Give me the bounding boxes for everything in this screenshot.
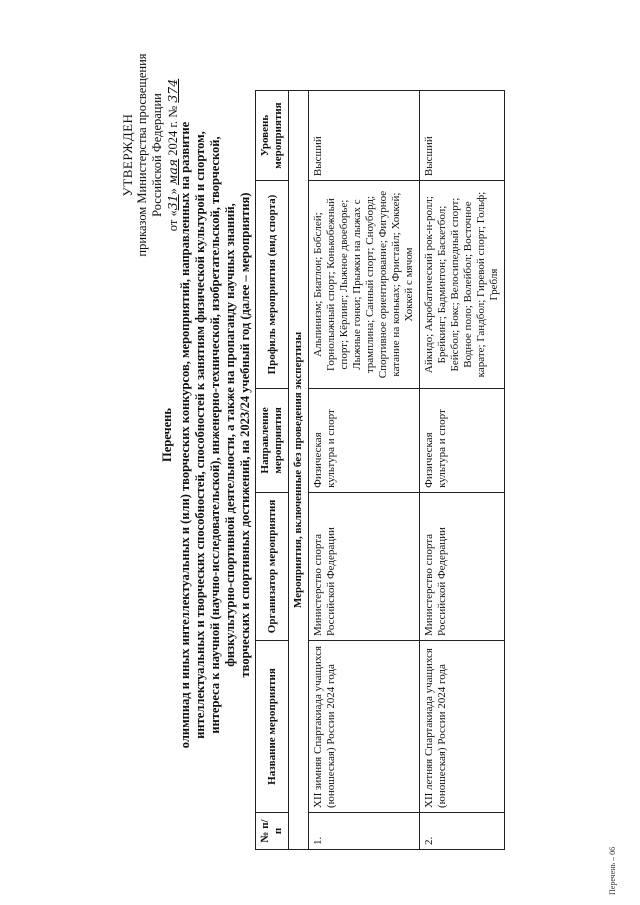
approval-line2: Российской Федерации [150, 93, 164, 217]
document-title [160, 95, 253, 775]
row-name: XII зимняя Спартакиада учащихся (юношеская) России 2024 года [309, 640, 420, 812]
title-line: олимпиад и иных интеллектуальных и (или) творческих конкурсов, мероприятий, направленных на развитие [178, 121, 192, 749]
header-name: Название мероприятия [256, 640, 289, 812]
header-organizer: Организатор мероприятия [256, 492, 289, 640]
approval-number: 374 [165, 78, 180, 103]
row-profile: Альпинизм; Биатлон; Бобслей; Горнолыжный спорт; Конькобежный спорт; Кёрлинг; Лыжное двоеборье; Лыжные гонки; Прыжки на лыжах с трамплина; Санный спорт; Сноуборд; Спортивное ориентирование; Фигурное катание на коньках; Фристайл; Хоккей; Хоккей с мячом [309, 181, 420, 389]
approval-title: УТВЕРЖДЕН [120, 113, 135, 197]
header-level: Уровень мероприятия [256, 91, 289, 181]
title-line: творческих и спортивных достижений, на 2023/24 учебный год (далее – мероприятия) [238, 192, 252, 678]
title-line: интереса к научной (научно-исследовательской), инженерно-технической, изобретательской, творческой, [208, 136, 222, 734]
approval-line1: приказом Министерства просвещения [135, 53, 149, 257]
row-direction: Физическая культура и спорт [420, 388, 505, 492]
events-table [255, 90, 505, 850]
approval-date: от «31» мая 2024 г. № 374 [165, 78, 180, 232]
title-line: интеллектуальных и творческих способностей, способностей к занятиям физической культурой и спортом, [193, 131, 207, 739]
page-footer: Перечень – 06 [608, 846, 617, 895]
section-row [289, 91, 309, 850]
table-row [309, 91, 420, 850]
row-num: 1. [309, 812, 420, 849]
row-level: Высший [420, 91, 505, 181]
row-name: XII летняя Спартакиада учащихся (юношеская) России 2024 года [420, 640, 505, 812]
title-heading: Перечень [160, 408, 174, 462]
row-direction: Физическая культура и спорт [309, 388, 420, 492]
row-num: 2. [420, 812, 505, 849]
title-line: физкультурно-спортивной деятельности, а также на пропаганду научных знаний, [223, 203, 237, 667]
row-organizer: Министерство спорта Российской Федерации [420, 492, 505, 640]
header-profile: Профиль мероприятия (вид спорта) [256, 181, 289, 389]
row-profile: Айкидо; Акробатический рок-н-ролл; Брейкинг; Бадминтон; Баскетбол; Бейсбол; Бокс; Велосипедный спорт; Водное поло; Волейбол; Восточное карате; Гандбол; Гиревой спорт; Гольф; Гребля [420, 181, 505, 389]
table-row [420, 91, 505, 850]
approval-day: 31 [165, 194, 180, 211]
header-direction: Направление мероприятия [256, 388, 289, 492]
section-title: Мероприятия, включенные без проведения экспертизы [289, 91, 309, 850]
table-header-row [256, 91, 289, 850]
approval-month: мая [165, 158, 180, 186]
row-level: Высший [309, 91, 420, 181]
row-organizer: Министерство спорта Российской Федерации [309, 492, 420, 640]
header-num: № п/п [256, 812, 289, 849]
